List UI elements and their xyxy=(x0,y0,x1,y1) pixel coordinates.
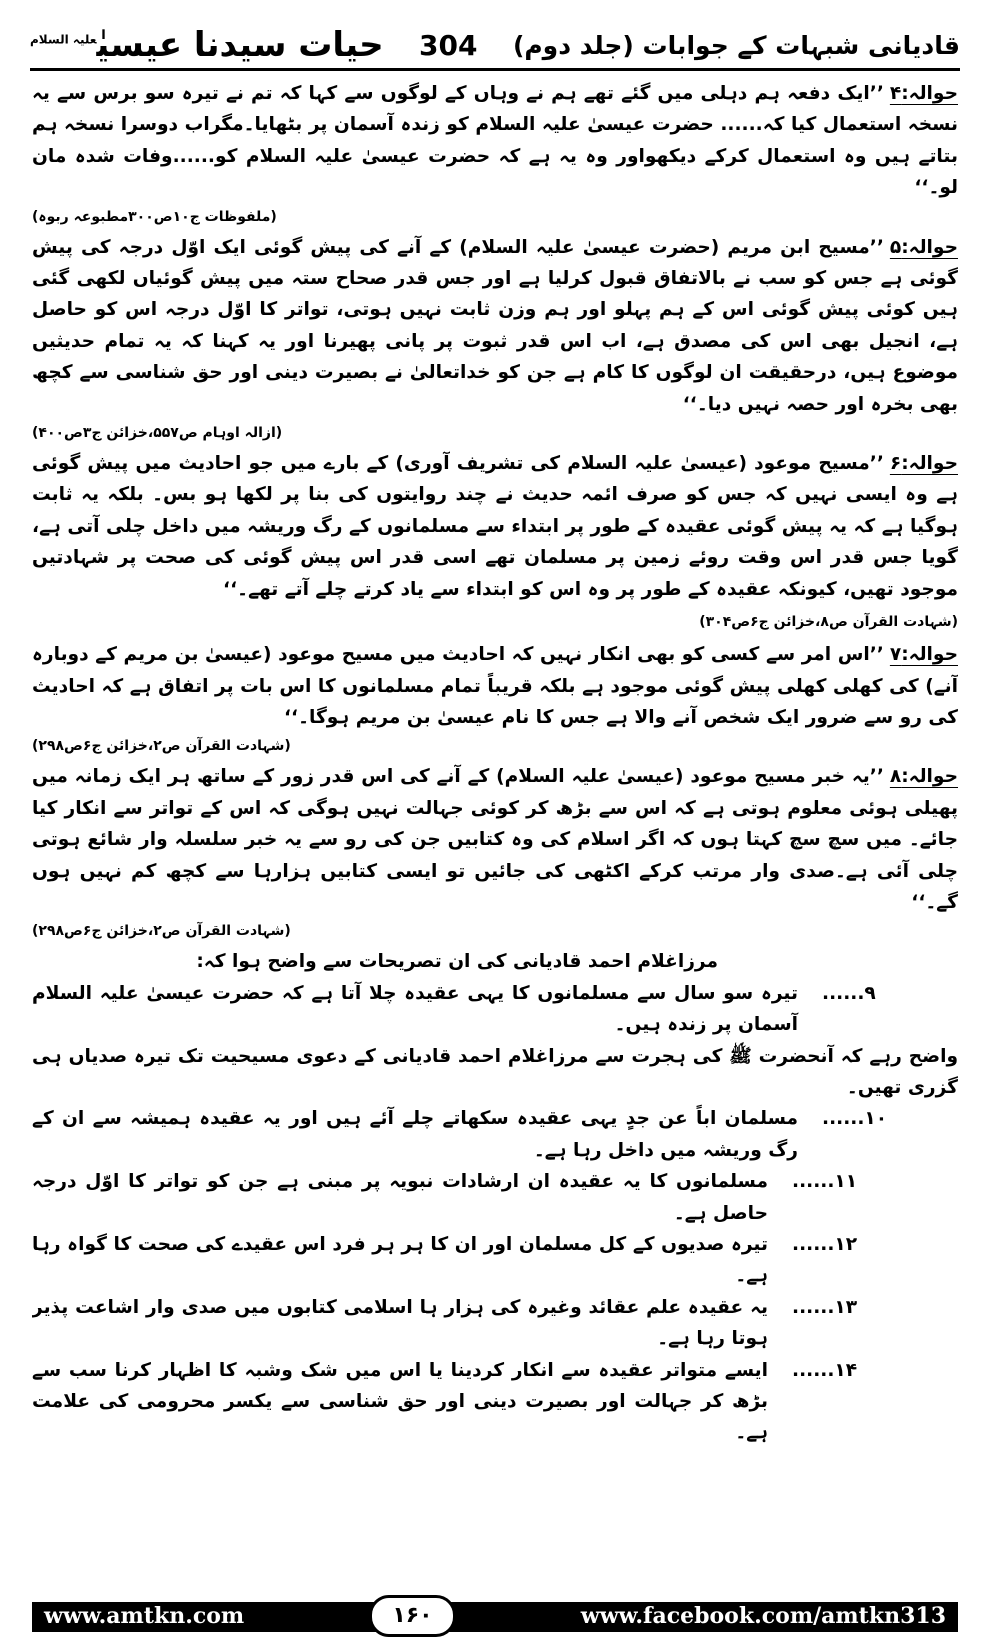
reference-text: ’’اس امر سے کسی کو بھی انکار نہیں کہ احادیث میں مسیح موعود (عیسیٰ بن مریم کے دوبارہ آنے) کی کھلی کھلی پیش گوئی موجود ہے بلکہ قریباً تمام مسلمانوں کا اس بات پر اتفاق ہے کہ احادیث کی رو سے ضرور ایک شخص آنے والا ہے جس کا نام عیسیٰ بن مریم ہوگا۔‘‘ xyxy=(32,644,958,728)
footer-page-number: ۱۶۰ xyxy=(369,1595,455,1637)
item-text: ایسے متواتر عقیدہ سے انکار کردینا یا اس میں شک وشبہ کا اظہار کرنا سب سے بڑھ کر جہالت اور بصیرت دینی اور حق شناسی سے یکسر محرومی کی علامت ہے۔ xyxy=(32,1359,768,1444)
reference-7 xyxy=(32,639,958,759)
reference-label: حوالہ:۶ xyxy=(889,453,958,475)
item-number: ۱۱...... xyxy=(792,1171,858,1193)
item-number: ۱۲...... xyxy=(792,1234,858,1255)
header-honorific: علیہ السلام xyxy=(30,32,97,47)
item-number: ۱۴...... xyxy=(792,1359,858,1381)
item-text: مسلمانوں کا یہ عقیدہ ان ارشادات نبویہ پر مبنی ہے جن کو تواتر کا اوّل درجہ حاصل ہے۔ xyxy=(32,1171,768,1224)
conclusion-intro: مرزاغلام احمد قادیانی کی ان تصریحات سے واضح ہوا کہ: xyxy=(196,951,718,973)
header-title-text: حیات سیدنا عیسیٰ xyxy=(96,25,384,65)
item-text: تیرہ صدیوں کے کل مسلمان اور ان کا ہر ہر فرد اس عقیدے کی صحت کا گواہ رہا ہے۔ xyxy=(32,1234,768,1287)
conclusion-item-12 xyxy=(32,1229,958,1292)
conclusion-item-13 xyxy=(32,1292,958,1355)
conclusion-item-14 xyxy=(32,1355,958,1449)
item-text: یہ عقیدہ علم عقائد وغیرہ کی ہزار ہا اسلامی کتابوں میں صدی وار اشاعت پذیر ہوتا رہا ہے۔ xyxy=(32,1296,768,1350)
reference-label: حوالہ:۷ xyxy=(889,644,958,666)
footer-facebook-link[interactable]: www.facebook.com/amtkn313 xyxy=(580,1603,946,1629)
reference-source: (شہادت القرآن ص۲،خزائن ج۶ص۲۹۸) xyxy=(32,738,291,755)
item-text: مسلمان اباً عن جدٍ یہی عقیدہ سکھاتے چلے آئے ہیں اور یہ عقیدہ ہمیشہ سے ان کے رگ وریشہ میں داخل رہا ہے۔ xyxy=(32,1108,798,1161)
reference-source: (شہادت القرآن ص۸،خزائن ج۶ص۳۰۴) xyxy=(699,614,958,631)
conclusion-item-10 xyxy=(32,1103,958,1166)
reference-text: ’’مسیح ابن مریم (حضرت عیسیٰ علیہ السلام) کے آنے کی پیش گوئی ایک اوّل درجہ کی پیش گوئی ہے جس کو سب نے بالاتفاق قبول کرلیا ہے اور جس قدر صحاح ستہ میں پیش گوئیاں لکھی گئی ہیں کوئی پیش گوئی اس کے ہم پہلو اور ہم وزن ثابت نہیں ہوتی، تواتر کا اوّل درجہ اس کو حاصل ہے، انجیل بھی اس کی مصدق ہے، اب اس قدر ثبوت پر پانی پھیرنا اور یہ کہنا کہ یہ تمام حدیثیں موضوع ہیں، درحقیقت ان لوگوں کا کام ہے جن کو خداتعالیٰ نے بصیرت دینی اور حق شناسی سے کچھ بھی بخرہ اور حصہ نہیں دیا۔‘‘ xyxy=(32,236,958,415)
reference-label: حوالہ:۸ xyxy=(889,766,958,788)
header-page-number: 304 xyxy=(419,28,478,62)
reference-source: (ازالہ اوہام ص۵۵۷،خزائن ج۳ص۴۰۰) xyxy=(32,425,283,442)
reference-text: ’’ایک دفعہ ہم دہلی میں گئے تھے ہم نے وہاں کے لوگوں سے کہا کہ تم نے تیرہ سو برس سے یہ نسخہ استعمال کیا کہ...... حضرت عیسیٰ علیہ السلام کو زندہ آسمان پر بٹھایا۔مگراب دوسرا نسخہ ہم بتاتے ہیں وہ استعمال کرکے دیکھواور وہ یہ ہے کہ حضرت عیسیٰ علیہ السلام کو......وفات شدہ مان لو۔‘‘ xyxy=(32,83,958,199)
reference-source: (ملفوظات ج۱۰ص۳۰۰مطبوعہ ربوہ) xyxy=(32,208,277,225)
reference-label: حوالہ:۵ xyxy=(889,236,958,258)
reference-text: ’’یہ خبر مسیح موعود (عیسیٰ علیہ السلام) کے آنے کی اس قدر زور کے ساتھ ہر ایک زمانہ میں پھیلی ہوئی معلوم ہوتی ہے کہ اس سے بڑھ کر کوئی جہالت نہیں ہوگی کہ اس کے تواتر سے انکار کیا جائے۔ میں سچ سچ کہتا ہوں کہ اگر اسلام کی وہ کتابیں جن کی رو سے یہ خبر سلسلہ وار شائع ہوتی چلی آئی ہے۔صدی وار مرتب کرکے اکٹھی کی جائیں تو ایسی کتابیں ہزارہا سے کچھ کم نہیں ہوں گے۔‘‘ xyxy=(32,766,958,913)
item-number: ۹...... xyxy=(822,982,876,1004)
page-footer xyxy=(32,1596,958,1636)
page-content xyxy=(32,78,958,1578)
reference-4 xyxy=(32,78,958,230)
reference-8 xyxy=(32,761,958,944)
header-title xyxy=(30,25,384,65)
reference-label: حوالہ:۴ xyxy=(889,83,958,104)
conclusion-item-9 xyxy=(32,978,958,1041)
item-text: تیرہ سو سال سے مسلمانوں کا یہی عقیدہ چلا آتا ہے کہ حضرت عیسیٰ علیہ السلام آسمان پر زندہ ہیں۔ xyxy=(32,982,798,1036)
page-header xyxy=(30,22,960,71)
reference-6 xyxy=(32,448,958,635)
conclusion-item-11 xyxy=(32,1166,958,1229)
item-number: ۱۳...... xyxy=(792,1296,858,1318)
reference-5 xyxy=(32,232,958,446)
conclusion-note: واضح رہے کہ آنحضرت ﷺ کی ہجرت سے مرزاغلام احمد قادیانی کے دعوی مسیحیت تک تیرہ صدیاں ہی گزری تھیں۔ xyxy=(32,1045,958,1098)
footer-website-link[interactable]: www.amtkn.com xyxy=(44,1603,245,1629)
item-number: ۱۰...... xyxy=(822,1108,888,1130)
header-book-title: قادیانی شبہات کے جوابات (جلد دوم) xyxy=(512,30,960,60)
reference-source: (شہادت القرآن ص۲،خزائن ج۶ص۲۹۸) xyxy=(32,923,291,940)
reference-text: ’’مسیح موعود (عیسیٰ علیہ السلام کی تشریف آوری) کے بارے میں جو احادیث میں پیش گوئی ہے وہ ایسی نہیں کہ جس کو صرف ائمہ حدیث نے چند روایتوں کی بنا پر لکھا ہو بس۔ بلکہ یہ ثابت ہوگیا ہے کہ یہ پیش گوئی عقیدہ کے طور پر ابتداء سے مسلمانوں کے رگ وریشہ میں داخل چلی آتی ہے، گویا جس قدر اس وقت روئے زمین پر مسلمان تھے اسی قدر اس پیش گوئی کی صحت پر شہادتیں موجود تھیں، کیونکہ عقیدہ کے طور پر وہ اس کو ابتداء سے یاد کرتے چلے آتے تھے۔‘‘ xyxy=(32,453,958,600)
